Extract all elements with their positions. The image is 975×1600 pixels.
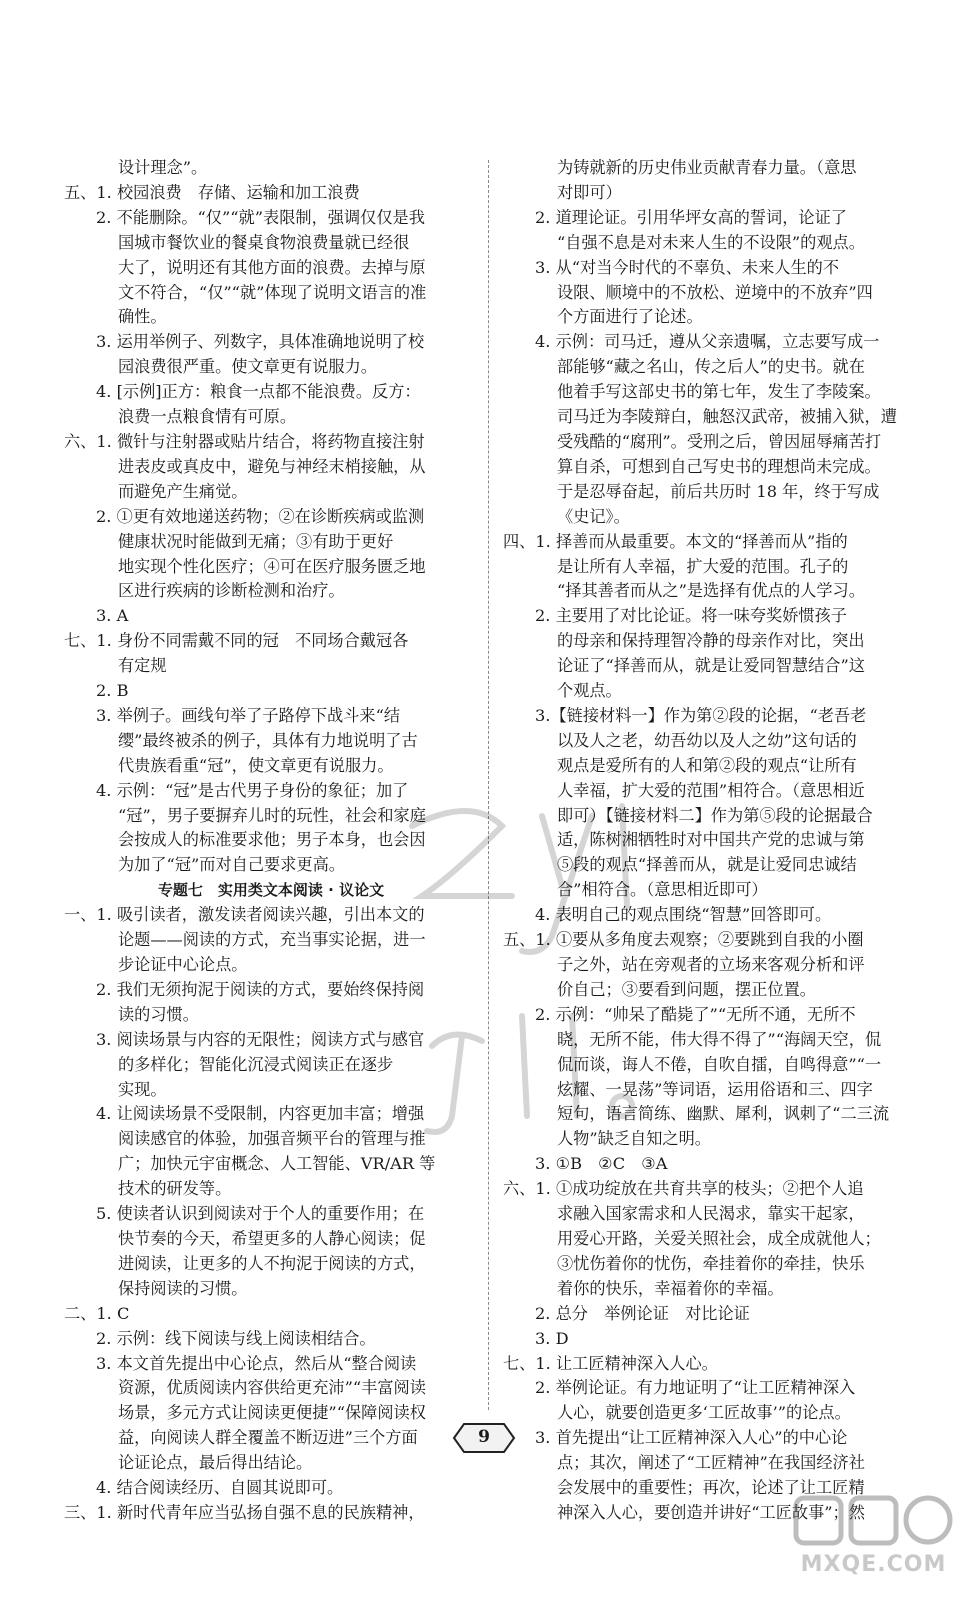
text-line: 人物”缺乏自知之明。: [557, 1129, 711, 1149]
text-line: 论证了“择善而从，就是让爱同智慧结合”这: [557, 656, 865, 676]
text-line: 代贵族看重“冠”，使文章更有说服力。: [118, 755, 394, 775]
text-line: 4. 让阅读场景不受限制，内容更加丰富；增强: [96, 1104, 425, 1124]
text-line: 场景，多元方式让阅读更便捷”“保障阅读权: [118, 1403, 426, 1423]
text-line: 4. 示例：“冠”是古代男子身份的象征；加了: [96, 780, 409, 800]
text-line: “择其善者而从之”是选择有优点的人学习。: [557, 581, 865, 601]
text-line: 求融入国家需求和人民渴求，靠实干起家，: [557, 1204, 865, 1224]
text-line: 人幸福，扩大爱的范围”相符合。（意思相近: [557, 780, 865, 800]
text-line: 司马迁为李陵辩白，触怒汉武帝，被捕入狱，遭: [557, 407, 897, 427]
text-line: 读的习惯。: [118, 1004, 199, 1024]
text-line: 2. 道理论证。引用华坪女高的誓词，论证了: [535, 207, 847, 227]
text-line: 为铸就新的历史伟业贡献青春力量。（意思: [557, 158, 857, 177]
text-line: 2. 示例：“帅呆了酷毙了”“无所不通，无所不: [535, 1004, 856, 1024]
text-line: 3. ①B ②C ③A: [535, 1154, 668, 1174]
text-line: 3. 举例子。画线句举了子路停下战斗来“结: [96, 705, 401, 725]
text-line: “自强不息是对未来人生的不设限”的观点。: [557, 232, 865, 252]
text-line: 《史记》。: [557, 506, 630, 526]
text-line: 缨”最终被杀的例子，具体有力地说明了古: [118, 730, 418, 750]
text-line: 六、1. 微针与注射器或贴片结合，将药物直接注射: [64, 431, 425, 451]
text-line: 4. [示例]正方：粮食一点都不能浪费。反方：: [96, 382, 421, 402]
text-line: 实现。: [118, 1079, 167, 1099]
text-line: 一、1. 吸引读者，激发读者阅读兴趣，引出本文的: [64, 905, 425, 925]
text-line: 大了，说明还有其他方面的浪费。去掉与原: [118, 257, 426, 277]
text-line: 着你的快乐，幸福着你的幸福。: [557, 1278, 784, 1298]
text-line: 神深入人心，要创造并讲好“工匠故事”；然: [557, 1502, 865, 1522]
text-line: 的母亲和保持理智冷静的母亲作对比，突出: [557, 631, 865, 651]
text-line: 六、1. ①成功绽放在共育共享的枝头；②把个人追: [503, 1179, 864, 1199]
text-line: 他着手写这部史书的第七年，发生了李陵案。: [557, 382, 881, 402]
text-line: 对即可）: [557, 182, 622, 202]
section-heading: 专题七 实用类文本阅读 · 议论文: [157, 881, 385, 900]
text-line: 是让所有人幸福，扩大爱的范围。孔子的: [557, 556, 849, 576]
text-line: 园浪费很严重。使文章更有说服力。: [118, 357, 377, 377]
watermark-logo: [786, 1490, 961, 1590]
text-line: 子之外，站在旁观者的立场来客观分析和评: [557, 955, 865, 974]
text-line: 文不符合，“仅”“就”体现了说明文语言的准: [118, 282, 427, 302]
text-line: 2. 示例：线下阅读与线上阅读相结合。: [96, 1328, 376, 1348]
text-line: 有定规: [118, 656, 167, 676]
text-line: 保持阅读的习惯。: [118, 1278, 248, 1298]
text-line: 个方面进行了论述。: [557, 307, 703, 327]
text-line: 3. 运用举例子、列数字，具体准确地说明了校: [96, 332, 425, 352]
text-line: 确性。: [118, 307, 167, 327]
text-line: 算自杀，可想到自己写史书的理想尚未完成。: [557, 456, 881, 476]
text-line: 侃而谈，诲人不倦，自吹自擂，自鸣得意”“一: [557, 1054, 882, 1074]
text-line: 3. 阅读场景与内容的无限性；阅读方式与感官: [96, 1029, 425, 1049]
text-line: 2. ①更有效地递送药物；②在诊断疾病或监测: [96, 506, 425, 526]
text-line: 会发展中的重要性；再次，论述了让工匠精: [557, 1478, 865, 1498]
text-line: 晓，无所不能，伟大得不得了”“海阔天空，侃: [557, 1029, 882, 1049]
text-line: 2. 总分 举例论证 对比论证: [535, 1303, 750, 1323]
text-line: 5. 使读者认识到阅读对于个人的重要作用；在: [96, 1204, 425, 1224]
text-line: 炫耀、一晃荡”等词语，运用俗语和三、四字: [557, 1079, 873, 1099]
text-line: 益，向阅读人群全覆盖不断迈进”三个方面: [118, 1428, 418, 1448]
text-line: 广；加快元宇宙概念、人工智能、VR/AR 等: [118, 1154, 436, 1174]
text-line: 以及人之老，幼吾幼以及人之幼”这句话的: [557, 730, 857, 750]
text-line: 的多样化；智能化沉浸式阅读正在逐步: [118, 1054, 394, 1074]
text-line: 个观点。: [557, 681, 622, 701]
text-line: 进阅读，让更多的人不拘泥于阅读的方式，: [118, 1253, 426, 1273]
page-number-badge: [452, 1422, 516, 1454]
text-line: 3. D: [535, 1328, 569, 1348]
text-line: 三、1. 新时代青年应当弘扬自强不息的民族精神，: [64, 1502, 425, 1522]
page-number: 9: [478, 1427, 490, 1447]
text-line: “冠”，男子要摒弃儿时的玩性，社会和家庭: [118, 805, 426, 825]
text-line: 2. 我们无须拘泥于阅读的方式，要始终保持阅: [96, 979, 425, 999]
text-line: 七、1. 身份不同需戴不同的冠 不同场合戴冠各: [64, 631, 409, 651]
text-line: 2. B: [96, 681, 129, 701]
text-line: 合”相符合。（意思相近即可）: [557, 880, 768, 900]
text-line: 五、1. ①要从多角度去观察；②要跳到自我的小圈: [503, 930, 864, 950]
text-line: 价自己；③要看到问题，摆正位置。: [557, 979, 816, 999]
text-line: 人心，就要创造更多‘工匠故事’”的论点。: [557, 1403, 851, 1423]
column-divider: [488, 160, 489, 1410]
text-line: 论证论点，最后得出结论。: [118, 1453, 313, 1473]
text-line: 为加了“冠”而对自己要求更高。: [118, 855, 345, 875]
text-line: 点；其次，阐述了“工匠精神”在我国经济社: [557, 1453, 865, 1473]
text-line: 4. 示例：司马迁，遵从父亲遗嘱，立志要写成一: [535, 332, 880, 352]
text-line: 阅读感官的体验，加强音频平台的管理与推: [118, 1129, 426, 1149]
text-line: 于是忍辱奋起，前后共历时 18 年，终于写成: [557, 481, 880, 501]
text-line: 进表皮或真皮中，避免与神经末梢接触，从: [118, 456, 426, 476]
text-line: 3. 本文首先提出中心论点，然后从“整合阅读: [96, 1353, 417, 1373]
text-line: 4. 结合阅读经历、自圆其说即可。: [96, 1478, 344, 1498]
text-line: 论题——阅读的方式，充当事实论据，进一: [118, 930, 426, 950]
text-line: 设限、顺境中的不放松、逆境中的不放弃”四: [557, 282, 873, 302]
text-line: 浪费一点粮食情有可原。: [118, 407, 297, 427]
text-line: 设计理念”。: [118, 158, 208, 177]
text-line: 2. 举例论证。有力地证明了“让工匠精神深入: [535, 1378, 856, 1398]
text-line: 3. 从“对当今时代的不辜负、未来人生的不: [535, 257, 840, 277]
text-line: 4. 表明自己的观点围绕“智慧”回答即可。: [535, 905, 832, 925]
text-line: 快节奏的今天，希望更多的人静心阅读；促: [118, 1228, 426, 1248]
text-line: 二、1. C: [64, 1303, 130, 1323]
text-line: 资源，优质阅读内容供给更充沛”“丰富阅读: [118, 1378, 426, 1398]
text-line: 技术的研发等。: [118, 1179, 232, 1199]
text-line: 部能够“藏之名山，传之后人”的史书。就在: [557, 357, 865, 377]
watermark-logo-icon: [786, 1490, 961, 1550]
text-line: 而避免产生痛觉。: [118, 481, 248, 501]
text-line: 3. 首先提出“让工匠精神深入人心”的中心论: [535, 1428, 848, 1448]
text-line: 3.【链接材料一】作为第②段的论据，“老吾老: [535, 705, 867, 725]
text-line: 五、1. 校园浪费 存储、运输和加工浪费: [64, 182, 360, 202]
text-line: ③忧伤着你的忧伤，牵挂着你的牵挂，快乐: [557, 1253, 865, 1273]
text-line: 2. 主要用了对比论证。将一味夸奖娇惯孩子: [535, 606, 847, 626]
text-line: 受残酷的“腐刑”。受刑之后，曾因屈辱痛苦打: [557, 431, 882, 451]
right-column: [503, 156, 921, 1526]
text-line: 步论证中心论点。: [118, 955, 248, 974]
text-line: 观点是爱所有的人和第②段的观点“让所有: [557, 755, 857, 775]
text-line: ⑤段的观点“择善而从，就是让爱同忠诚结: [557, 855, 857, 875]
text-line: 国城市餐饮业的餐桌食物浪费量就已经很: [118, 232, 410, 252]
text-line: 短句，语言简练、幽默、犀利，讽刺了“二三流: [557, 1104, 890, 1124]
text-line: 会按成人的标准要求他；男子本身，也会因: [118, 830, 426, 850]
text-line: 适，陈树湘牺牲时对中国共产党的忠诚与第: [557, 830, 865, 850]
left-column: [64, 156, 478, 1526]
text-line: 即可）【链接材料二】作为第⑤段的论据最合: [557, 805, 873, 825]
text-line: 用爱心开路，关爱关照社会，成全成就他人；: [557, 1228, 881, 1248]
text-line: 3. A: [96, 606, 129, 626]
text-line: 2. 不能删除。“仅”“就”表限制，强调仅仅是我: [96, 207, 425, 227]
text-line: 健康状况时能做到无痛；③有助于更好: [118, 531, 394, 551]
text-line: 区进行疾病的诊断检测和治疗。: [118, 581, 345, 601]
text-line: 七、1. 让工匠精神深入人心。: [503, 1353, 718, 1373]
text-line: 地实现个性化医疗；④可在医疗服务匮乏地: [118, 556, 426, 576]
text-line: 四、1. 择善而从最重要。本文的“择善而从”指的: [503, 531, 848, 551]
watermark-url: MXQE.COM: [800, 1552, 947, 1577]
